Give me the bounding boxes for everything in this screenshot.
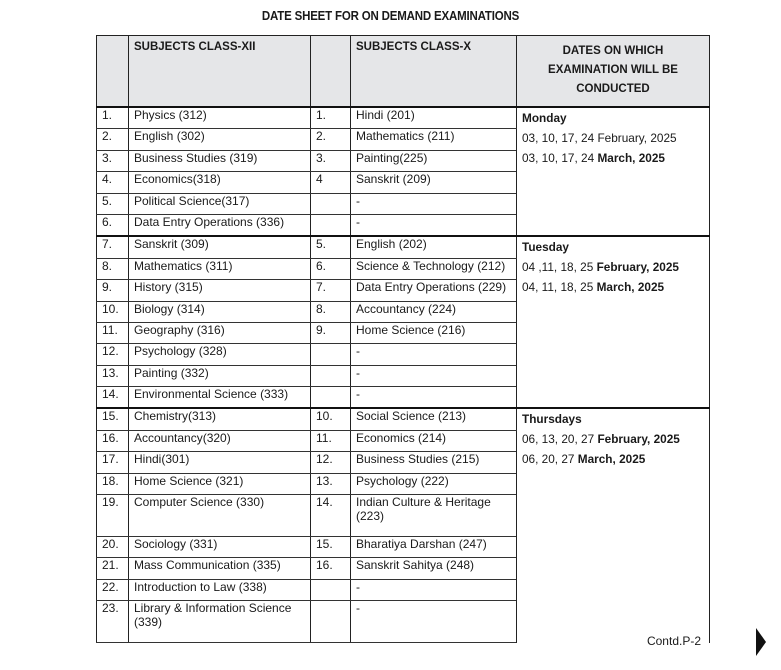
x-serial-number: 1.	[311, 107, 351, 129]
header-class-xii: SUBJECTS CLASS-XII	[129, 36, 311, 108]
exam-date-line	[522, 257, 704, 277]
header-xii-number	[97, 36, 129, 108]
x-subject: -	[351, 193, 517, 214]
x-subject: -	[351, 214, 517, 236]
exam-date-month: March, 2025	[577, 452, 646, 467]
x-subject: Science & Technology (212)	[351, 258, 517, 279]
date-sheet-table	[96, 35, 710, 643]
xii-serial-number: 1.	[97, 107, 129, 129]
x-subject: Accountancy (224)	[351, 301, 517, 322]
xii-subject: Computer Science (330)	[129, 495, 311, 537]
x-serial-number	[311, 214, 351, 236]
header-row	[97, 36, 710, 108]
table-row	[97, 107, 710, 129]
x-serial-number: 3.	[311, 150, 351, 171]
header-dates: DATES ON WHICH EXAMINATION WILL BE CONDUCTED	[517, 36, 710, 108]
xii-subject: Library & Information Science (339)	[129, 601, 311, 643]
xii-subject: Mathematics (311)	[129, 258, 311, 279]
xii-subject: Physics (312)	[129, 107, 311, 129]
x-serial-number: 15.	[311, 537, 351, 558]
xii-subject: Environmental Science (333)	[129, 387, 311, 409]
x-serial-number: 5.	[311, 236, 351, 258]
x-serial-number: 16.	[311, 558, 351, 579]
xii-subject: Economics(318)	[129, 172, 311, 193]
xii-serial-number: 6.	[97, 214, 129, 236]
x-subject: Psychology (222)	[351, 473, 517, 494]
x-subject: Home Science (216)	[351, 322, 517, 343]
x-serial-number: 13.	[311, 473, 351, 494]
header-class-x: SUBJECTS CLASS-X	[351, 36, 517, 108]
xii-serial-number: 17.	[97, 452, 129, 473]
xii-serial-number: 7.	[97, 236, 129, 258]
x-subject: Business Studies (215)	[351, 452, 517, 473]
exam-date-line	[522, 148, 704, 168]
xii-subject: English (302)	[129, 129, 311, 150]
x-serial-number	[311, 365, 351, 386]
exam-date-line	[522, 429, 704, 449]
x-serial-number: 2.	[311, 129, 351, 150]
x-serial-number: 11.	[311, 430, 351, 451]
x-subject: Data Entry Operations (229)	[351, 280, 517, 301]
xii-serial-number: 10.	[97, 301, 129, 322]
xii-subject: Sanskrit (309)	[129, 236, 311, 258]
exam-date-month: February, 2025	[596, 260, 679, 275]
xii-serial-number: 23.	[97, 601, 129, 643]
xii-serial-number: 18.	[97, 473, 129, 494]
xii-subject: Psychology (328)	[129, 344, 311, 365]
xii-serial-number: 3.	[97, 150, 129, 171]
x-subject: Mathematics (211)	[351, 129, 517, 150]
xii-subject: Hindi(301)	[129, 452, 311, 473]
table-row	[97, 236, 710, 258]
x-subject: -	[351, 579, 517, 600]
x-serial-number: 9.	[311, 322, 351, 343]
xii-subject: Data Entry Operations (336)	[129, 214, 311, 236]
page-edge-mark	[756, 628, 766, 656]
xii-serial-number: 12.	[97, 344, 129, 365]
exam-date-line	[522, 128, 704, 148]
exam-dates-cell	[517, 107, 710, 236]
x-serial-number: 6.	[311, 258, 351, 279]
exam-dates-cell	[517, 236, 710, 408]
xii-serial-number: 11.	[97, 322, 129, 343]
xii-subject: Introduction to Law (338)	[129, 579, 311, 600]
x-serial-number: 8.	[311, 301, 351, 322]
xii-subject: Geography (316)	[129, 322, 311, 343]
table-row	[97, 408, 710, 430]
xii-subject: Mass Communication (335)	[129, 558, 311, 579]
header-x-number	[311, 36, 351, 108]
exam-date-days: 04, 11, 18, 25	[522, 280, 594, 295]
xii-subject: History (315)	[129, 280, 311, 301]
xii-serial-number: 19.	[97, 495, 129, 537]
x-serial-number	[311, 193, 351, 214]
xii-subject: Accountancy(320)	[129, 430, 311, 451]
exam-date-days: 03, 10, 17, 24	[522, 151, 595, 165]
xii-serial-number: 15.	[97, 408, 129, 430]
x-serial-number	[311, 579, 351, 600]
x-subject: -	[351, 365, 517, 386]
xii-serial-number: 20.	[97, 537, 129, 558]
x-subject: Hindi (201)	[351, 107, 517, 129]
xii-serial-number: 9.	[97, 280, 129, 301]
xii-subject: Home Science (321)	[129, 473, 311, 494]
x-subject: Indian Culture & Heritage (223)	[351, 495, 517, 537]
xii-subject: Painting (332)	[129, 365, 311, 386]
x-subject: Bharatiya Darshan (247)	[351, 537, 517, 558]
x-serial-number: 14.	[311, 495, 351, 537]
exam-date-days: 03, 10, 17, 24	[522, 131, 595, 145]
exam-date-days: 06, 20, 27	[522, 452, 575, 467]
exam-date-month: February, 2025	[597, 432, 680, 447]
xii-serial-number: 2.	[97, 129, 129, 150]
xii-serial-number: 16.	[97, 430, 129, 451]
exam-dates-cell	[517, 408, 710, 642]
x-subject: Social Science (213)	[351, 408, 517, 430]
xii-serial-number: 14.	[97, 387, 129, 409]
x-subject: Sanskrit (209)	[351, 172, 517, 193]
exam-day: Monday	[522, 111, 567, 125]
x-subject: -	[351, 344, 517, 365]
exam-date-month: March, 2025	[596, 280, 665, 295]
xii-serial-number: 5.	[97, 193, 129, 214]
table-body	[97, 107, 710, 643]
xii-serial-number: 8.	[97, 258, 129, 279]
xii-subject: Chemistry(313)	[129, 408, 311, 430]
continued-note: Contd.P-2	[646, 634, 701, 648]
x-subject: Economics (214)	[351, 430, 517, 451]
xii-subject: Political Science(317)	[129, 193, 311, 214]
xii-serial-number: 4.	[97, 172, 129, 193]
x-serial-number	[311, 601, 351, 643]
x-subject: Sanskrit Sahitya (248)	[351, 558, 517, 579]
xii-subject: Biology (314)	[129, 301, 311, 322]
x-serial-number: 12.	[311, 452, 351, 473]
exam-date-days: 06, 13, 20, 27	[522, 432, 595, 447]
exam-date-line	[522, 449, 704, 469]
x-subject: -	[351, 601, 517, 643]
xii-subject: Sociology (331)	[129, 537, 311, 558]
x-subject: English (202)	[351, 236, 517, 258]
exam-date-line	[522, 277, 704, 297]
x-serial-number	[311, 387, 351, 409]
exam-date-days: 04 ,11, 18, 25	[522, 260, 594, 275]
x-serial-number	[311, 344, 351, 365]
x-subject: -	[351, 387, 517, 409]
exam-date-month: March, 2025	[597, 151, 665, 165]
x-subject: Painting(225)	[351, 150, 517, 171]
x-serial-number: 7.	[311, 280, 351, 301]
exam-date-month: February, 2025	[597, 131, 677, 145]
x-serial-number: 10.	[311, 408, 351, 430]
x-serial-number: 4	[311, 172, 351, 193]
document-title: DATE SHEET FOR ON DEMAND EXAMINATIONS	[261, 9, 520, 23]
exam-day: Tuesday	[522, 240, 569, 255]
xii-serial-number: 13.	[97, 365, 129, 386]
xii-subject: Business Studies (319)	[129, 150, 311, 171]
exam-day: Thursdays	[522, 412, 582, 427]
xii-serial-number: 22.	[97, 579, 129, 600]
xii-serial-number: 21.	[97, 558, 129, 579]
